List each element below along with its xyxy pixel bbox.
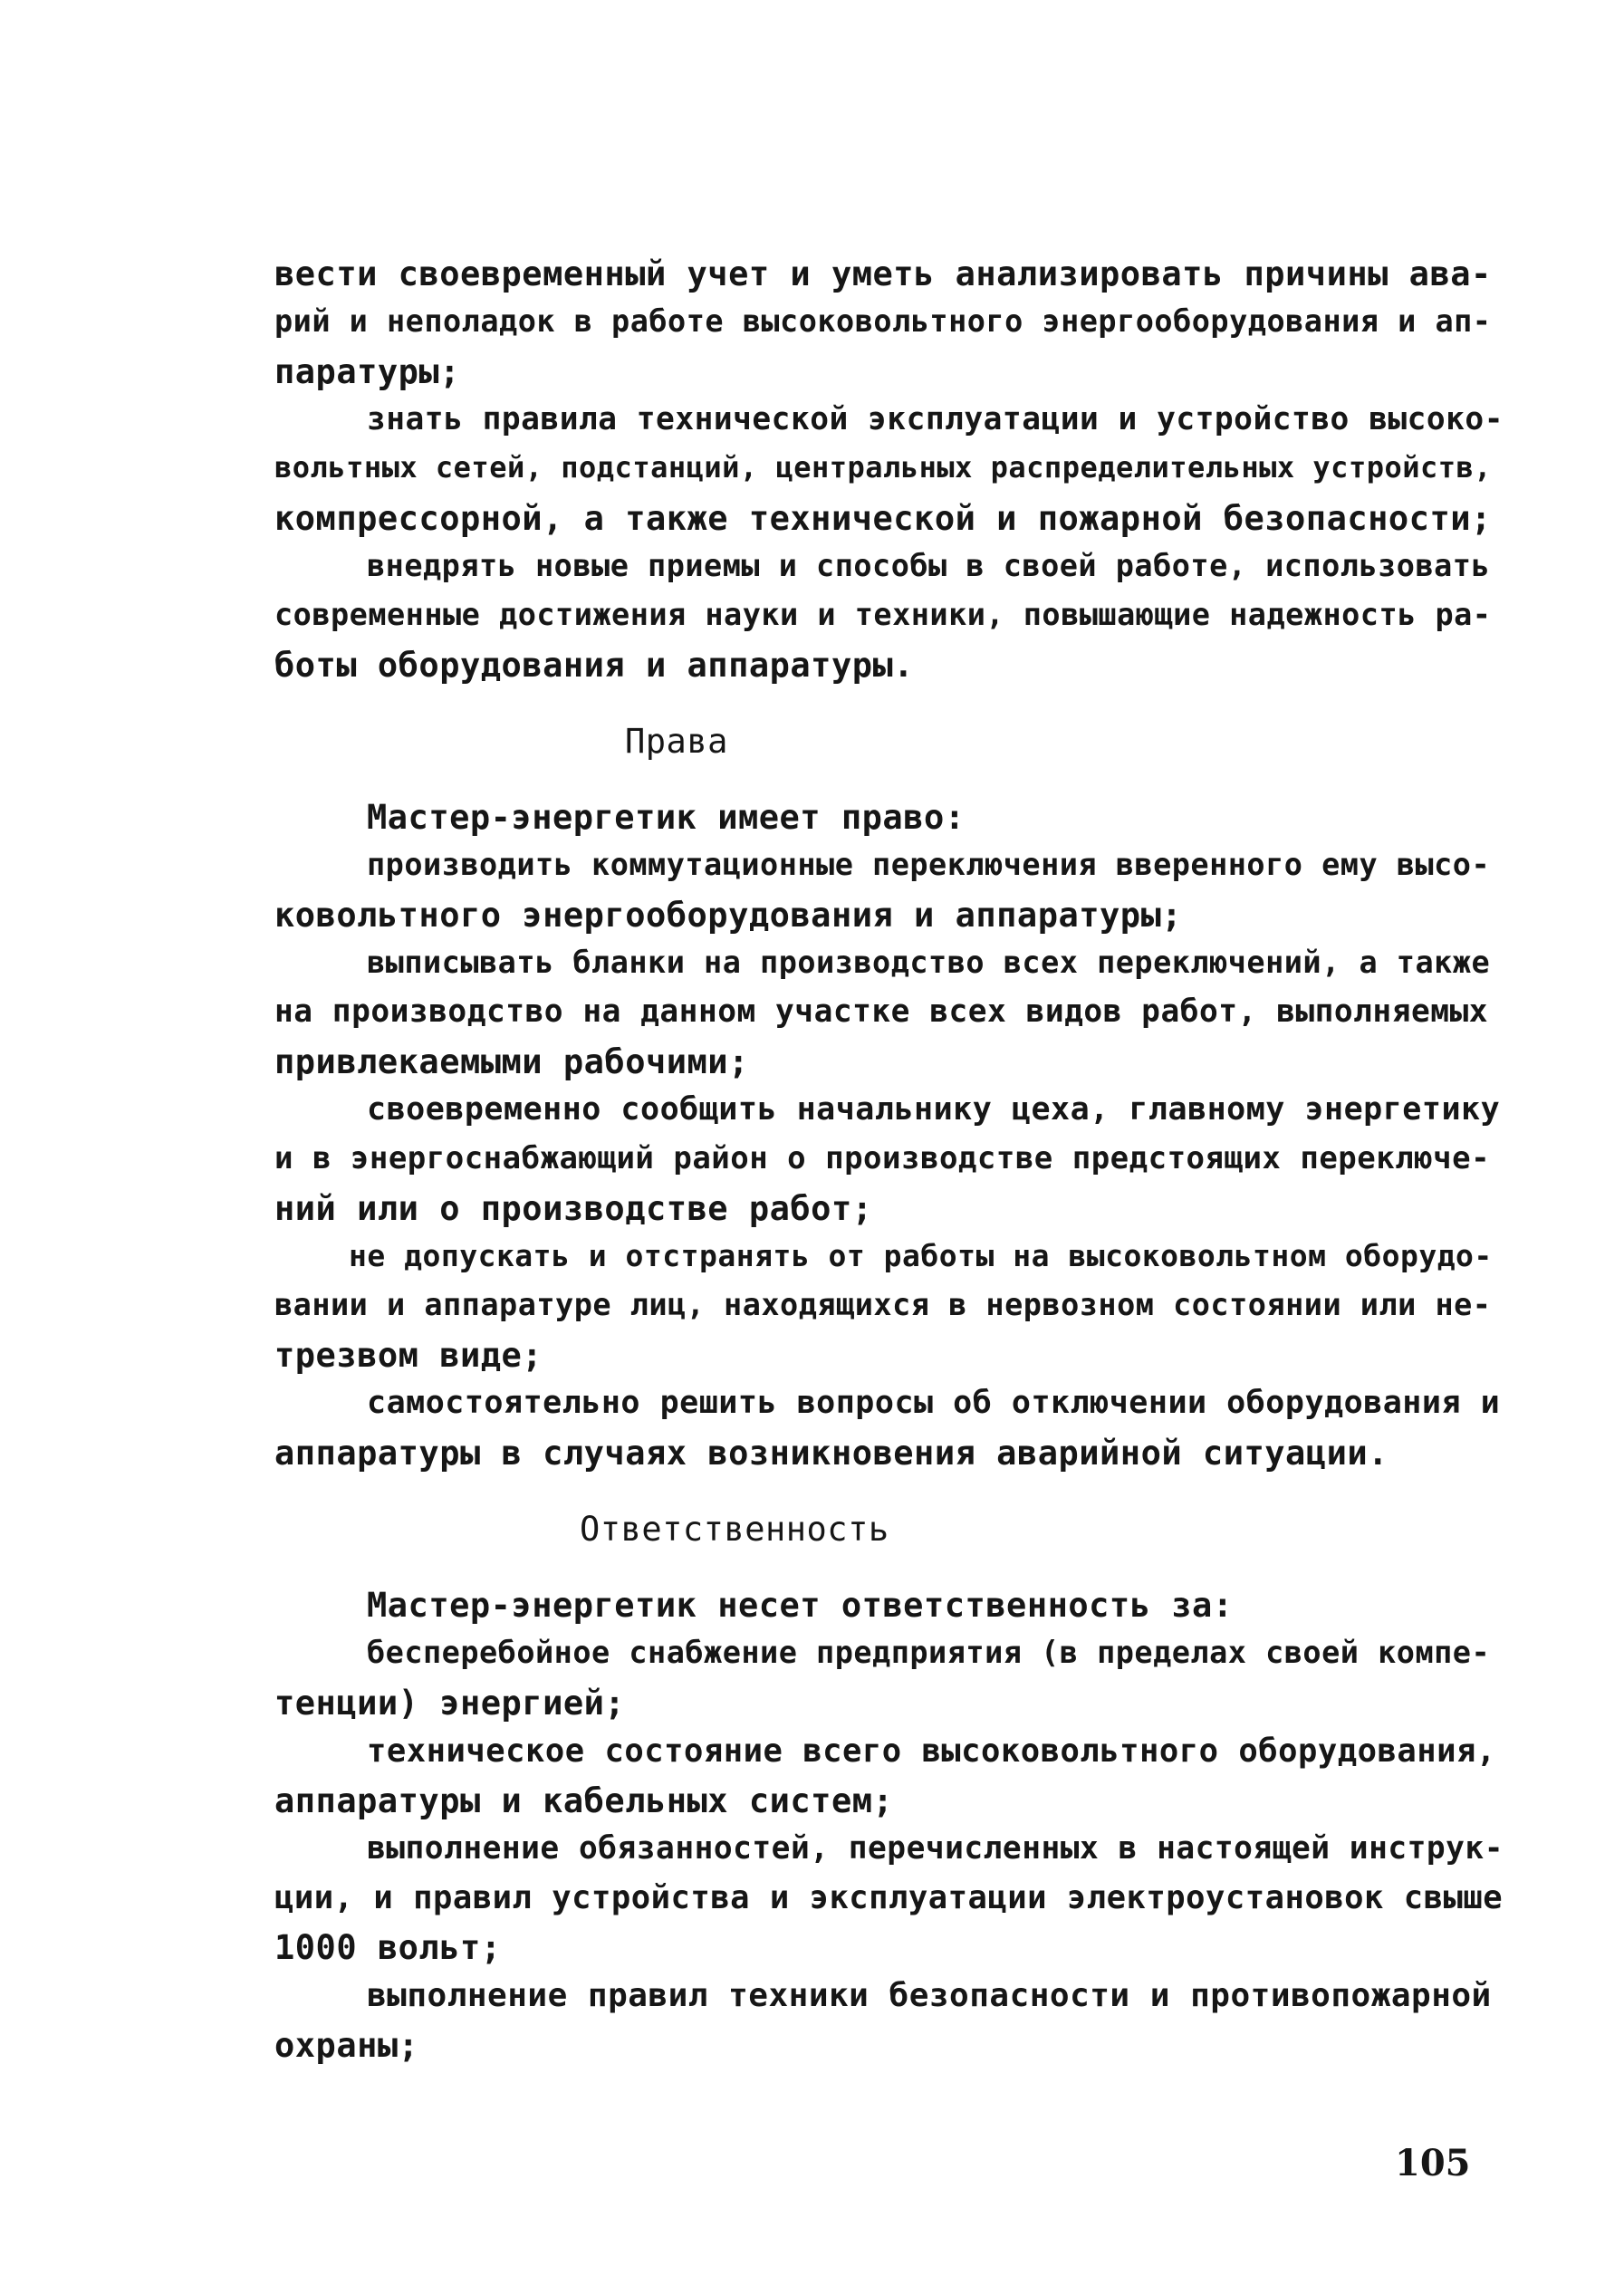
- text-line: производить коммутационные переключения вверенного ему высо-: [367, 847, 1491, 882]
- text-line: не допускать и отстранять от работы на высоковольтном оборудо-: [349, 1238, 1493, 1273]
- text-line: бесперебойное снабжение предприятия (в пределах своей компе-: [367, 1635, 1491, 1670]
- page-number: 105: [1395, 2142, 1471, 2184]
- section-heading: Ответственность: [580, 1510, 889, 1549]
- section-heading: Права: [625, 722, 728, 761]
- text-line: выполнение обязанностей, перечисленных в настоящей инструк-: [367, 1830, 1504, 1867]
- text-line: современные достижения науки и техники, повышающие надежность ра-: [274, 597, 1492, 632]
- text-line: компрессорной, а также технической и пожарной безопасности;: [274, 499, 1492, 538]
- text-line: выписывать бланки на производство всех переключений, а также: [367, 945, 1491, 980]
- text-line: трезвом виде;: [274, 1336, 543, 1375]
- text-line: 1000 вольт;: [274, 1928, 502, 1967]
- text-line: и в энергоснабжающий район о производстве предстоящих переключе-: [274, 1140, 1491, 1176]
- text-line: вести своевременный учет и уметь анализировать причины ава-: [274, 254, 1492, 293]
- text-line: аппаратуры в случаях возникновения аварийной ситуации.: [274, 1434, 1389, 1473]
- text-line: вании и аппаратуре лиц, находящихся в нервозном состоянии или не-: [274, 1287, 1492, 1322]
- text-line: ковольтного энергооборудования и аппаратуры;: [274, 896, 1183, 935]
- text-line: боты оборудования и аппаратуры.: [274, 646, 915, 685]
- text-line: привлекаемыми рабочими;: [274, 1042, 749, 1081]
- text-line: охраны;: [274, 2026, 419, 2065]
- text-line: знать правила технической эксплуатации и устройство высоко-: [367, 401, 1504, 437]
- text-line: Мастер-энергетик несет ответственность за:: [367, 1586, 1234, 1625]
- text-line: паратуры;: [274, 352, 460, 391]
- text-line: ний или о производстве работ;: [274, 1189, 873, 1228]
- text-line: рий и неполадок в работе высоковольтного энергооборудования и ап-: [274, 303, 1492, 339]
- text-line: выполнение правил техники безопасности и противопожарной: [367, 1977, 1492, 2014]
- text-line: на производство на данном участке всех видов работ, выполняемых: [274, 994, 1489, 1030]
- text-line: внедрять новые приемы и способы в своей работе, использовать: [367, 548, 1491, 583]
- text-line: Мастер-энергетик имеет право:: [367, 798, 966, 837]
- text-line: аппаратуры и кабельных систем;: [274, 1781, 894, 1820]
- text-line: вольтных сетей, подстанций, центральных распределительных устройств,: [274, 450, 1493, 485]
- text-line: техническое состояние всего высоковольтного оборудования,: [367, 1733, 1496, 1770]
- text-line: тенции) энергией;: [274, 1684, 626, 1723]
- text-line: самостоятельно решить вопросы об отключении оборудования и: [367, 1385, 1501, 1421]
- text-line: своевременно сообщить начальнику цеха, главному энергетику: [367, 1091, 1501, 1128]
- text-line: ции, и правил устройства и эксплуатации электроустановок свыше: [274, 1879, 1504, 1916]
